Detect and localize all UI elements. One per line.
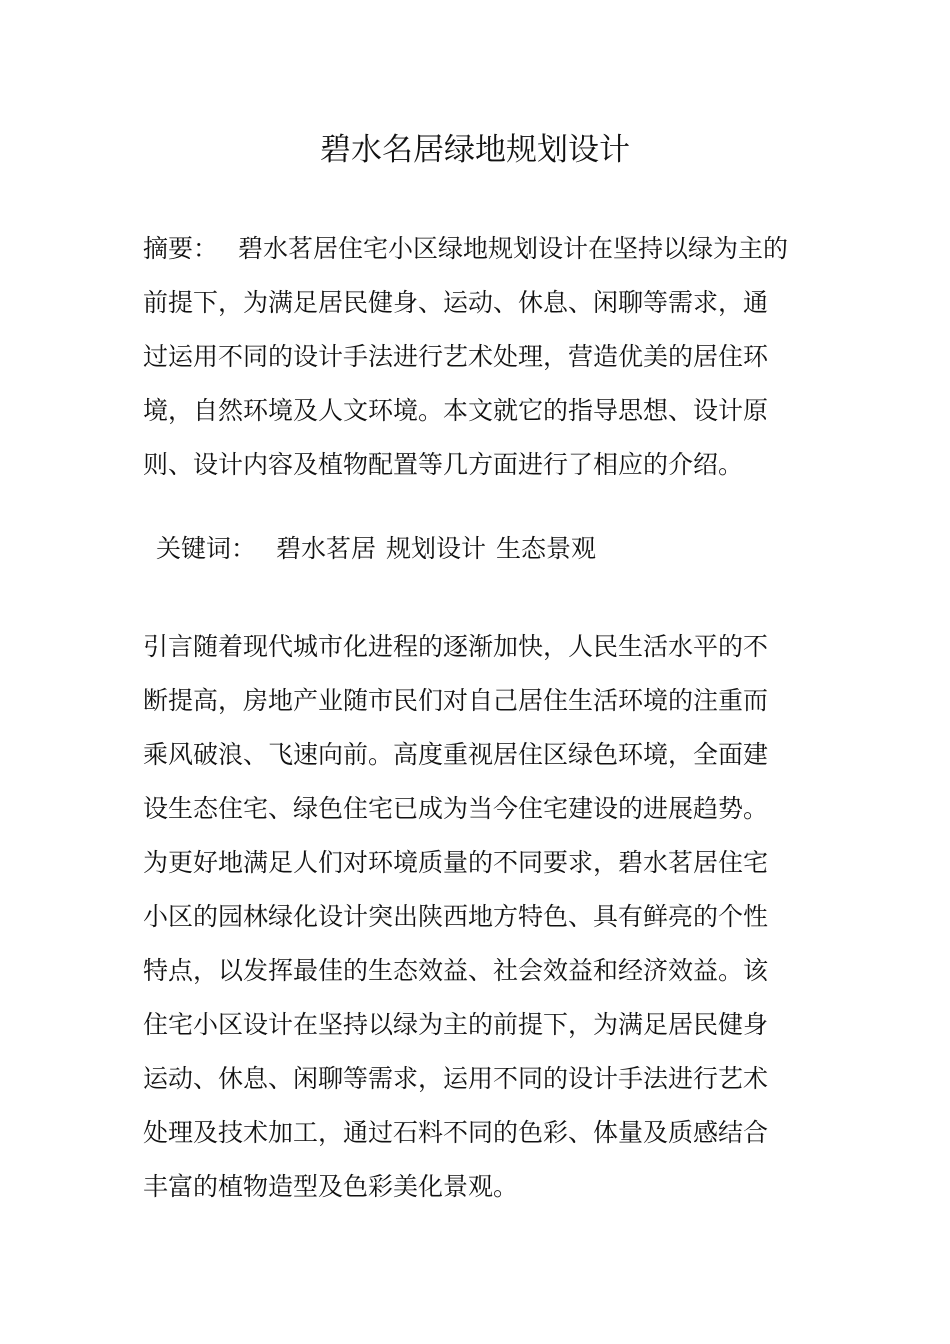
body-line: 特点，以发挥最佳的生态效益、社会效益和经济效益。该: [143, 956, 769, 985]
abstract-text: 碧水茗居住宅小区绿地规划设计在坚持以绿为主的: [238, 234, 789, 263]
abstract-line: 则、设计内容及植物配置等几方面进行了相应的介绍。: [143, 450, 744, 479]
body-paragraph: [143, 620, 807, 1214]
abstract-line: 前提下，为满足居民健身、运动、休息、闲聊等需求，通: [143, 288, 769, 317]
abstract-line: 境，自然环境及人文环境。本文就它的指导思想、设计原: [143, 396, 769, 425]
body-line: 为更好地满足人们对环境质量的不同要求，碧水茗居住宅: [143, 848, 769, 877]
body-line: 乘风破浪、飞速向前。高度重视居住区绿色环境，全面建: [143, 740, 769, 769]
body-line: 运动、休息、闲聊等需求，运用不同的设计手法进行艺术: [143, 1064, 769, 1093]
document-title: 碧水名居绿地规划设计: [320, 132, 630, 168]
abstract-label: 摘要：: [143, 234, 219, 263]
abstract-line: [143, 222, 807, 276]
keywords-label: 关键词：: [156, 534, 257, 563]
body-line: 住宅小区设计在坚持以绿为主的前提下，为满足居民健身: [143, 1010, 769, 1039]
abstract-paragraph: [143, 222, 807, 492]
keyword: 生态景观: [496, 534, 597, 563]
keywords-line: [156, 522, 820, 576]
keyword: 碧水茗居: [276, 534, 377, 563]
body-line: 引言随着现代城市化进程的逐渐加快，人民生活水平的不: [143, 632, 769, 661]
body-line: 断提高，房地产业随市民们对自己居住生活环境的注重而: [143, 686, 769, 715]
body-line: 丰富的植物造型及色彩美化景观。: [143, 1172, 519, 1201]
keyword: 规划设计: [386, 534, 487, 563]
body-line: 处理及技术加工，通过石料不同的色彩、体量及质感结合: [143, 1118, 769, 1147]
abstract-line: 过运用不同的设计手法进行艺术处理，营造优美的居住环: [143, 342, 769, 371]
body-line: 小区的园林绿化设计突出陕西地方特色、具有鲜亮的个性: [143, 902, 769, 931]
body-line: 设生态住宅、绿色住宅已成为当今住宅建设的进展趋势。: [143, 794, 769, 823]
